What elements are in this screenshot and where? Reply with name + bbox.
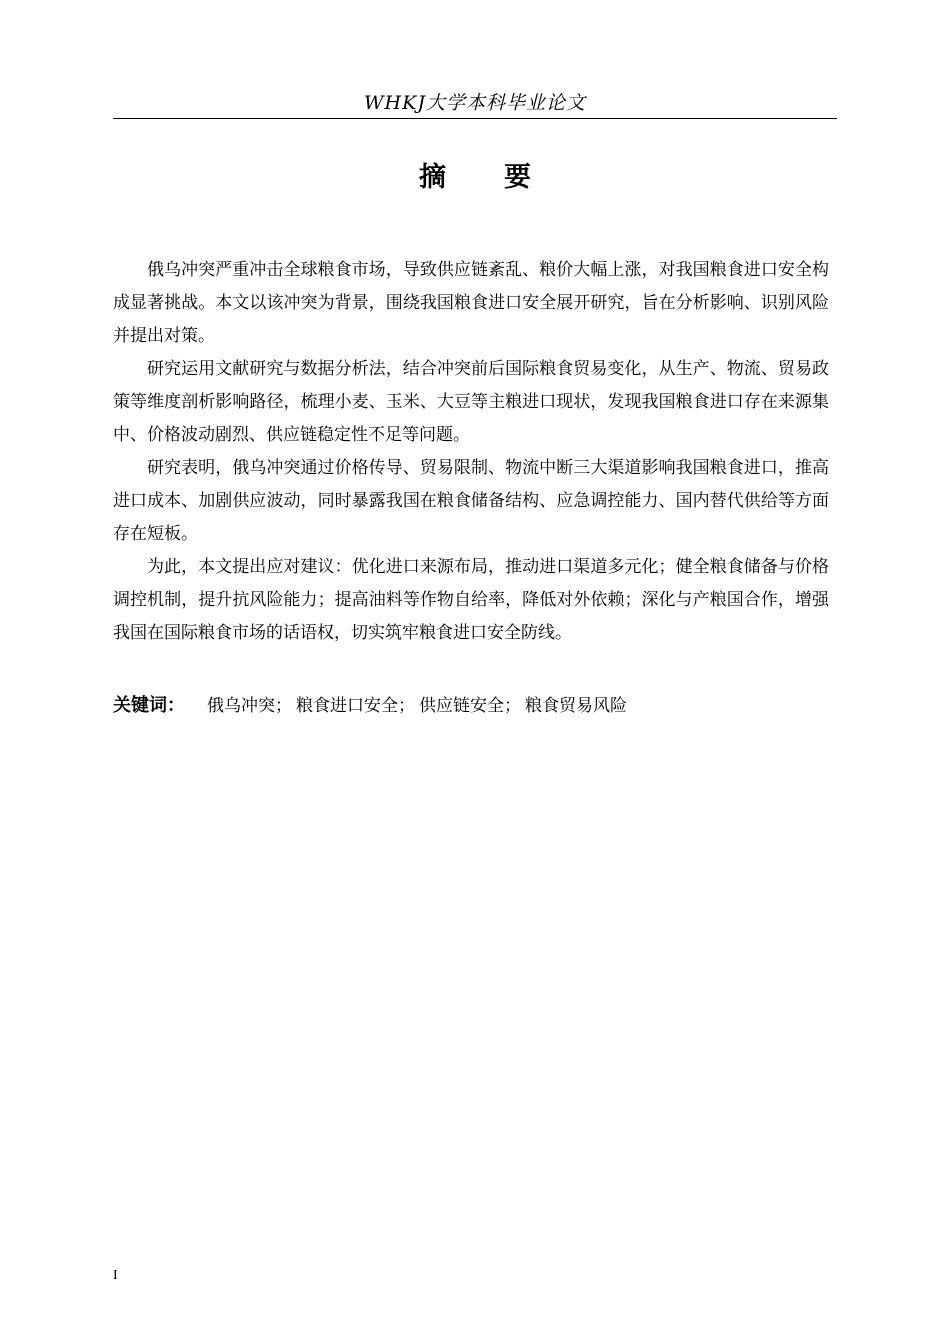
keyword-item: 粮食贸易风险 bbox=[525, 696, 627, 716]
keyword-item: 粮食进口安全； bbox=[296, 696, 415, 716]
running-title: WHKJ大学本科毕业论文 bbox=[364, 92, 586, 114]
abstract-title: 摘要 bbox=[419, 162, 589, 193]
abstract-body bbox=[113, 254, 829, 650]
keywords-line bbox=[113, 690, 829, 722]
keywords-label: 关键词： bbox=[113, 695, 185, 716]
page-header bbox=[113, 88, 837, 119]
keyword-item: 俄乌冲突； bbox=[207, 696, 292, 716]
abstract-paragraph-4: 为此，本文提出应对建议：优化进口来源布局，推动进口渠道多元化；健全粮食储备与价格调控机制，提升抗风险能力；提高油料等作物自给率，降低对外依赖；深化与产粮国合作，增强我国在国际粮食市场的话语权，切实筑牢粮食进口安全防线。 bbox=[113, 557, 829, 643]
keyword-item: 供应链安全； bbox=[419, 696, 521, 716]
abstract-paragraph-3: 研究表明，俄乌冲突通过价格传导、贸易限制、物流中断三大渠道影响我国粮食进口，推高进口成本、加剧供应波动，同时暴露我国在粮食储备结构、应急调控能力、国内替代供给等方面存在短板。 bbox=[113, 458, 829, 544]
abstract-paragraph-1: 俄乌冲突严重冲击全球粮食市场，导致供应链紊乱、粮价大幅上涨，对我国粮食进口安全构成显著挑战。本文以该冲突为背景，围绕我国粮食进口安全展开研究，旨在分析影响、识别风险并提出对策。 bbox=[113, 260, 829, 346]
abstract-paragraph-2: 研究运用文献研究与数据分析法，结合冲突前后国际粮食贸易变化，从生产、物流、贸易政策等维度剖析影响路径，梳理小麦、玉米、大豆等主粮进口现状，发现我国粮食进口存在来源集中、价格波动剧烈、供应链稳定性不足等问题。 bbox=[113, 359, 829, 445]
keywords-list bbox=[207, 696, 631, 716]
page-number: I bbox=[113, 1268, 118, 1283]
